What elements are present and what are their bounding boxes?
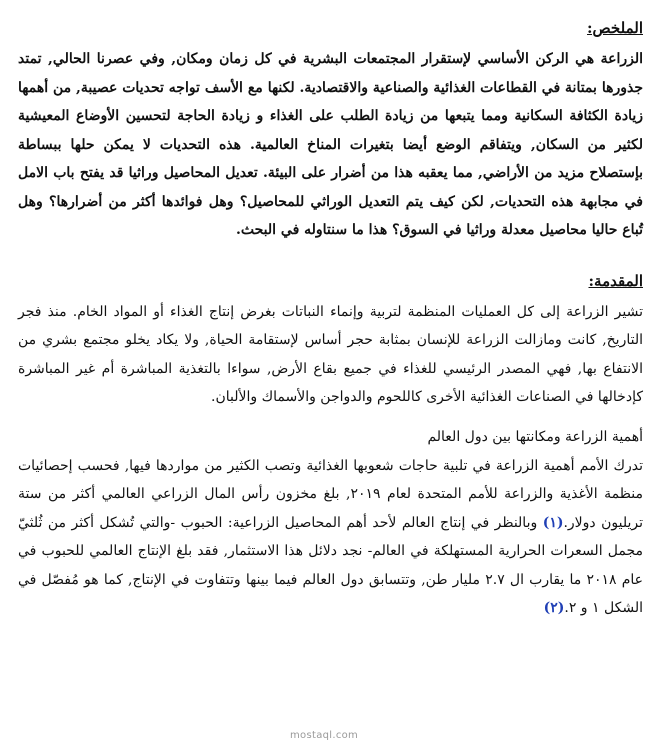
importance-paragraph (18, 452, 643, 623)
reference-link-2[interactable]: (٢) (543, 600, 565, 616)
importance-text-part1: تدرك الأمم أهمية الزراعة في تلبية حاجات شعوبها الغذائية وتصب الكثير من مواردها فيها, فحسب إحصائيات منظمة الأغذية والزراعة للأمم المتحدة لعام ٢٠١٩, بلغ مخزون رأس المال الزراعي العالمي أكثر من ستة تريليون دولار. (18, 457, 643, 531)
watermark-text: mostaql.com (290, 730, 359, 741)
importance-heading: أهمية الزراعة ومكانتها بين دول العالم (427, 428, 643, 445)
section-spacer (18, 412, 643, 426)
reference-link-1[interactable]: (١) (542, 514, 564, 531)
summary-paragraph: الزراعة هي الركن الأساسي لإستقرار المجتمعات البشرية في كل زمان ومكان, وفي عصرنا الحالي, تمتد جذورها بمتانة في القطاعات الغذائية والصناعية والاقتصادية. لكنها مع الأسف تواجه تحديات عصيبة, من أهمها زيادة الكثافة السكانية ومما يتبعها من زيادة الطلب على الغذاء و زيادة الحاجة لتحسين الأوضاع المعيشية لكثير من السكان, ويتفاقم الوضع أيضا بتغيرات المناخ العالمية. هذه التحديات لا يمكن حلها ببساطة بإستصلاح مزيد من الأراضي, مما يعقبه هذا من أضرار على البيئة. تعديل المحاصيل وراثيا قد يفتح باب الامل في مجابهة هذه التحديات, لكن كيف يتم التعديل الوراثي للمحاصيل؟ وهل فوائدها أكثر من أضرارها؟ وهل تُباع حاليا محاصيل معدلة وراثيا في السوق؟ هذا ما سنتاوله في البحث. (18, 51, 643, 238)
document-page (18, 18, 643, 623)
intro-heading: المقدمة: (588, 271, 643, 290)
summary-heading: الملخص: (587, 19, 643, 37)
importance-text-part2: وبالنظر في إنتاج العالم لأحد أهم المحاصيل الزراعية: الحبوب -والتي تُشكل أكثر من ثُلثيّ مجمل السعرات الحرارية المستهلكة في العالم- نجد دلائل هذا الاستثمار, فقد بلغ الإنتاج العالمي للحبوب في عام ٢٠١٨ ما يقارب ال ٢.٧ مليار طن, وتتسابق دول العالم فيما بينها وتتفاوت في الإنتاج, كما هو مُفصّل في الشكل ١ و ٢. (18, 514, 643, 616)
section-spacer (18, 245, 643, 271)
intro-paragraph: تشير الزراعة إلى كل العمليات المنظمة لتربية وإنماء النباتات بغرض إنتاج الغذاء أو المواد الخام. منذ فجر التاريخ, كانت ومازالت الزراعة للإنسان بمثابة حجر أساس لإستقامة الحياة, ولا يكاد يخلو مجتمع بشري من الانتفاع بها, فهي المصدر الرئيسي للغذاء في جميع بقاع الأرض, سواءا بالتغذية المباشرة أم غير المباشرة كإدخالها في الصناعات الغذائية الأخرى كاللحوم والدواجن والأسماك والألبان. (18, 303, 643, 405)
